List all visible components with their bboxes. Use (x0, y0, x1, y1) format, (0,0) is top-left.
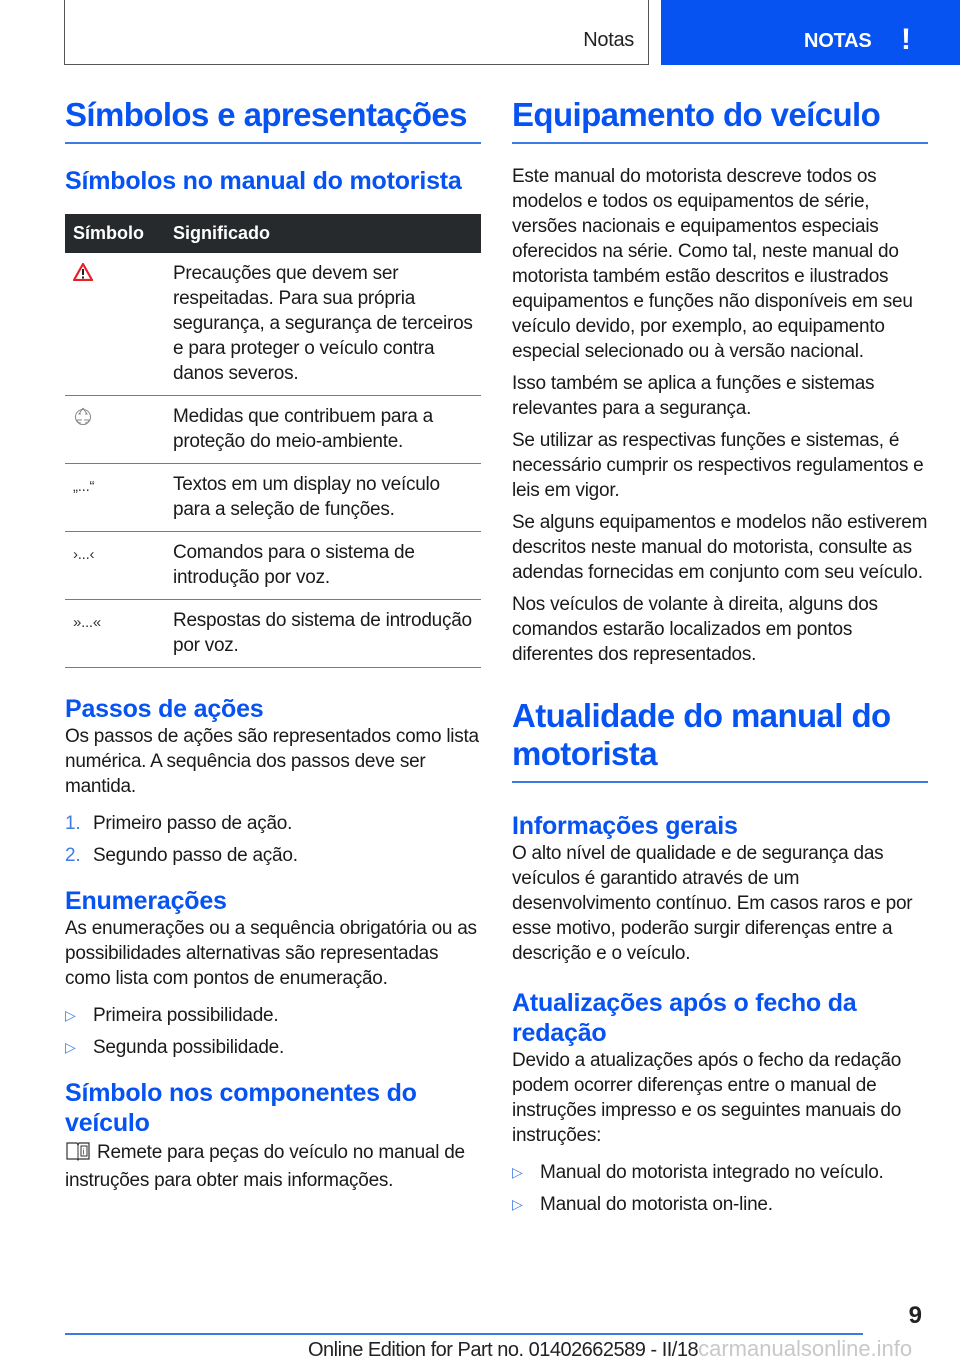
subsection-title-updates: Atualizações após o fecho da redação (512, 989, 857, 1047)
right-column (512, 96, 928, 1224)
list-marker: 2. (65, 845, 81, 866)
recycling-icon (73, 413, 93, 430)
table-header-row (65, 214, 481, 253)
section-title-manual-currency: Atualidade do manual do motorista (512, 697, 928, 783)
table-header-meaning: Significado (165, 214, 481, 253)
table-row (65, 396, 481, 464)
list-marker: 1. (65, 813, 81, 834)
subsection-title-steps: Passos de ações (65, 695, 264, 723)
list-item (65, 1035, 481, 1060)
subsection-title-general-info: Informações gerais (512, 812, 738, 840)
steps-description: Os passos de ações são representados como lista numérica. A sequência dos passos deve ser mantida. (65, 726, 479, 797)
triangle-bullet-icon: ▷ (65, 1039, 76, 1055)
watermark-link[interactable]: carmanualsonline.info (698, 1336, 913, 1361)
footer-divider (65, 1333, 863, 1335)
table-cell-meaning: Textos em um display no veículo para a seleção de funções. (165, 464, 481, 532)
section-title-equipment: Equipamento do veículo (512, 96, 928, 144)
paragraph: Se utilizar as respectivas funções e sistemas, é necessário cumprir os respectivos regulamentos e leis em vigor. (512, 430, 924, 501)
list-item (512, 1160, 928, 1185)
table-cell-meaning: Precauções que devem ser respeitadas. Para sua própria segurança, a segurança de terceiros e para proteger o veículo contra danos severos. (165, 253, 481, 396)
exclamation-icon: ! (901, 23, 911, 56)
table-row (65, 253, 481, 396)
list-item-text: Primeiro passo de ação. (93, 813, 293, 834)
section-tab (661, 0, 960, 65)
table-cell-symbol (65, 253, 165, 396)
subsection-title-components: Símbolo nos componentes do veículo (65, 1079, 417, 1137)
manual-book-info-icon (65, 1141, 91, 1168)
list-item-text: Manual do motorista integrado no veículo. (540, 1162, 884, 1183)
edition-text: Online Edition for Part no. 01402662589 - II/18 (308, 1339, 699, 1361)
table-row (65, 600, 481, 668)
list-item-text: Manual do motorista on-line. (540, 1194, 773, 1215)
general-info-text: O alto nível de qualidade e de segurança das veículos é garantido através de um desenvolvimento contínuo. Em casos raros e por esse motivo, poderão surgir diferenças entre a descrição e o veículo. (512, 843, 913, 964)
list-item-text: Segundo passo de ação. (93, 845, 298, 866)
triangle-bullet-icon: ▷ (512, 1196, 523, 1212)
list-item (65, 843, 481, 868)
enumerations-list (65, 1003, 481, 1060)
table-cell-meaning: Respostas do sistema de introdução por voz. (165, 600, 481, 668)
list-item (65, 811, 481, 836)
list-item (65, 1003, 481, 1028)
subsection-title-enumerations: Enumerações (65, 887, 227, 915)
table-row (65, 464, 481, 532)
table-cell-meaning: Comandos para o sistema de introdução por voz. (165, 532, 481, 600)
section-tab-label: NOTAS (804, 30, 872, 52)
paragraph: Se alguns equipamentos e modelos não estiverem descritos neste manual do motorista, consulte as adendas fornecidas em conjunto com seu veículo. (512, 512, 928, 583)
enumerations-description: As enumerações ou a sequência obrigatória ou as possibilidades alternativas são representadas como lista com pontos de enumeração. (65, 918, 477, 989)
list-item-text: Primeira possibilidade. (93, 1005, 279, 1026)
table-cell-symbol (65, 396, 165, 464)
triangle-bullet-icon: ▷ (512, 1164, 523, 1180)
left-column (65, 96, 481, 1193)
steps-list (65, 811, 481, 868)
svg-text:i: i (82, 1147, 85, 1157)
chapter-header-box (64, 0, 649, 65)
list-item (512, 1192, 928, 1217)
symbols-table (65, 214, 481, 668)
paragraph: Isso também se aplica a funções e sistemas relevantes para a segurança. (512, 373, 875, 419)
updates-list (512, 1160, 928, 1217)
list-item-text: Segunda possibilidade. (93, 1037, 284, 1058)
components-description (65, 1140, 481, 1193)
table-cell-symbol: ›...‹ (65, 532, 165, 600)
chapter-label: Notas (583, 29, 634, 51)
warning-triangle-icon (73, 268, 93, 285)
table-cell-meaning: Medidas que contribuem para a proteção do meio-ambiente. (165, 396, 481, 464)
paragraph: Nos veículos de volante à direita, alguns dos comandos estarão localizados em pontos diferentes dos representados. (512, 594, 878, 665)
updates-text: Devido a atualizações após o fecho da redação podem ocorrer diferenças entre o manual de instruções impresso e os seguintes manuais do instruções: (512, 1050, 902, 1146)
triangle-bullet-icon: ▷ (65, 1007, 76, 1023)
equipment-paragraphs (512, 164, 928, 667)
subsection-title-symbols-manual: Símbolos no manual do motorista (65, 167, 462, 195)
table-cell-symbol: »...« (65, 600, 165, 668)
section-title-symbols: Símbolos e apresentações (65, 96, 481, 144)
table-cell-symbol: „...“ (65, 464, 165, 532)
table-header-symbol: Símbolo (65, 214, 165, 253)
footer-edition (308, 1336, 912, 1362)
components-text: Remete para peças do veículo no manual de instruções para obter mais informações. (65, 1142, 465, 1191)
paragraph: Este manual do motorista descreve todos os modelos e todos os equipamentos de série, versões nacionais e equipamentos especiais oferecidos na série. Como tal, neste manual do motorista também estão descritos e ilustrados equipamentos e funções não disponíveis em seu veículo devido, por exemplo, ao equipamento especial selecionado ou à versão nacional. (512, 166, 913, 362)
table-row (65, 532, 481, 600)
page-number: 9 (908, 1302, 922, 1329)
